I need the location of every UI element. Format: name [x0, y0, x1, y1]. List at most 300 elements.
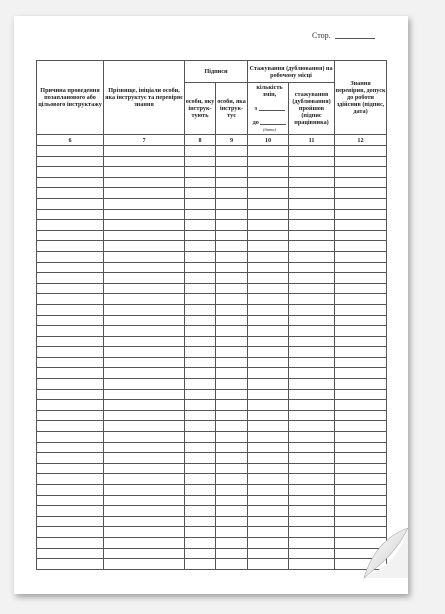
table-cell[interactable]: [104, 251, 185, 262]
table-cell[interactable]: [185, 220, 216, 231]
table-cell[interactable]: [216, 463, 248, 474]
table-cell[interactable]: [216, 315, 248, 326]
table-cell[interactable]: [335, 410, 387, 421]
table-cell[interactable]: [289, 146, 335, 157]
table-cell[interactable]: [185, 198, 216, 209]
table-cell[interactable]: [185, 516, 216, 527]
table-cell[interactable]: [248, 389, 289, 400]
table-cell[interactable]: [37, 495, 104, 506]
table-cell[interactable]: [289, 347, 335, 358]
table-cell[interactable]: [185, 527, 216, 538]
table-cell[interactable]: [37, 336, 104, 347]
table-cell[interactable]: [248, 188, 289, 199]
table-cell[interactable]: [289, 410, 335, 421]
table-cell[interactable]: [104, 294, 185, 305]
table-cell[interactable]: [185, 442, 216, 453]
table-cell[interactable]: [104, 347, 185, 358]
table-cell[interactable]: [216, 453, 248, 464]
table-cell[interactable]: [289, 156, 335, 167]
table-cell[interactable]: [216, 347, 248, 358]
table-cell[interactable]: [37, 294, 104, 305]
table-cell[interactable]: [104, 474, 185, 485]
table-cell[interactable]: [185, 421, 216, 432]
table-cell[interactable]: [216, 294, 248, 305]
table-cell[interactable]: [289, 421, 335, 432]
table-cell[interactable]: [335, 209, 387, 220]
table-cell[interactable]: [37, 220, 104, 231]
table-cell[interactable]: [185, 506, 216, 517]
table-cell[interactable]: [216, 410, 248, 421]
table-cell[interactable]: [216, 527, 248, 538]
table-cell[interactable]: [335, 474, 387, 485]
table-cell[interactable]: [335, 251, 387, 262]
table-cell[interactable]: [289, 495, 335, 506]
table-cell[interactable]: [185, 548, 216, 559]
table-cell[interactable]: [37, 283, 104, 294]
table-cell[interactable]: [335, 347, 387, 358]
table-cell[interactable]: [216, 230, 248, 241]
table-cell[interactable]: [248, 304, 289, 315]
table-cell[interactable]: [37, 326, 104, 337]
table-cell[interactable]: [248, 198, 289, 209]
table-cell[interactable]: [37, 506, 104, 517]
table-cell[interactable]: [289, 527, 335, 538]
table-cell[interactable]: [335, 315, 387, 326]
table-cell[interactable]: [335, 146, 387, 157]
table-cell[interactable]: [248, 442, 289, 453]
table-cell[interactable]: [216, 495, 248, 506]
table-cell[interactable]: [216, 559, 248, 570]
header-instructor-signature: особи, яка інструк-тує: [216, 83, 248, 135]
table-cell[interactable]: [185, 400, 216, 411]
table-cell[interactable]: [335, 506, 387, 517]
table-cell[interactable]: [104, 453, 185, 464]
table-cell[interactable]: [335, 241, 387, 252]
column-number: 12: [335, 135, 387, 146]
table-cell[interactable]: [185, 347, 216, 358]
table-cell[interactable]: [37, 347, 104, 358]
table-cell[interactable]: [289, 400, 335, 411]
table-cell[interactable]: [248, 273, 289, 284]
table-cell[interactable]: [335, 220, 387, 231]
table-cell[interactable]: [335, 432, 387, 443]
table-cell[interactable]: [104, 336, 185, 347]
table-cell[interactable]: [185, 230, 216, 241]
table-cell[interactable]: [248, 537, 289, 548]
table-cell[interactable]: [104, 548, 185, 559]
table-cell[interactable]: [185, 453, 216, 464]
table-cell[interactable]: [335, 357, 387, 368]
table-cell[interactable]: [185, 336, 216, 347]
table-cell[interactable]: [248, 527, 289, 538]
table-cell[interactable]: [248, 315, 289, 326]
table-cell[interactable]: [335, 177, 387, 188]
table-cell[interactable]: [104, 315, 185, 326]
table-cell[interactable]: [216, 188, 248, 199]
table-cell[interactable]: [37, 146, 104, 157]
table-cell[interactable]: [216, 156, 248, 167]
table-cell[interactable]: [335, 485, 387, 496]
shift-to-blank: [260, 124, 286, 125]
table-cell[interactable]: [248, 559, 289, 570]
table-cell[interactable]: [289, 442, 335, 453]
table-cell[interactable]: [37, 548, 104, 559]
table-cell[interactable]: [216, 537, 248, 548]
table-cell[interactable]: [185, 251, 216, 262]
table-cell[interactable]: [104, 506, 185, 517]
table-cell[interactable]: [335, 379, 387, 390]
table-cell[interactable]: [289, 368, 335, 379]
table-cell[interactable]: [248, 220, 289, 231]
table-cell[interactable]: [104, 516, 185, 527]
table-row: [37, 357, 387, 368]
table-cell[interactable]: [185, 146, 216, 157]
table-cell[interactable]: [335, 304, 387, 315]
table-cell[interactable]: [289, 251, 335, 262]
table-cell[interactable]: [104, 463, 185, 474]
table-cell[interactable]: [216, 209, 248, 220]
table-cell[interactable]: [104, 230, 185, 241]
table-cell[interactable]: [216, 516, 248, 527]
table-cell[interactable]: [37, 188, 104, 199]
table-cell[interactable]: [216, 379, 248, 390]
table-cell[interactable]: [248, 495, 289, 506]
table-cell[interactable]: [335, 463, 387, 474]
table-cell[interactable]: [335, 421, 387, 432]
table-cell[interactable]: [185, 188, 216, 199]
table-row: [37, 177, 387, 188]
table-cell[interactable]: [185, 537, 216, 548]
table-cell[interactable]: [289, 167, 335, 178]
table-cell[interactable]: [248, 474, 289, 485]
table-cell[interactable]: [216, 548, 248, 559]
table-cell[interactable]: [335, 273, 387, 284]
table-cell[interactable]: [335, 198, 387, 209]
table-cell[interactable]: [104, 357, 185, 368]
table-cell[interactable]: [185, 357, 216, 368]
table-row: [37, 463, 387, 474]
table-cell[interactable]: [104, 326, 185, 337]
table-cell[interactable]: [185, 262, 216, 273]
table-cell[interactable]: [185, 389, 216, 400]
table-cell[interactable]: [216, 283, 248, 294]
table-cell[interactable]: [185, 559, 216, 570]
table-cell[interactable]: [37, 273, 104, 284]
table-cell[interactable]: [185, 485, 216, 496]
table-cell[interactable]: [104, 167, 185, 178]
table-cell[interactable]: [289, 474, 335, 485]
table-cell[interactable]: [37, 485, 104, 496]
table-cell[interactable]: [289, 198, 335, 209]
table-cell[interactable]: [216, 177, 248, 188]
table-cell[interactable]: [248, 516, 289, 527]
table-cell[interactable]: [185, 495, 216, 506]
table-cell[interactable]: [289, 294, 335, 305]
table-cell[interactable]: [104, 262, 185, 273]
table-cell[interactable]: [37, 527, 104, 538]
table-cell[interactable]: [185, 304, 216, 315]
table-cell[interactable]: [37, 357, 104, 368]
table-cell[interactable]: [37, 262, 104, 273]
table-cell[interactable]: [335, 326, 387, 337]
table-cell[interactable]: [289, 432, 335, 443]
table-cell[interactable]: [185, 294, 216, 305]
table-cell[interactable]: [289, 304, 335, 315]
table-cell[interactable]: [248, 432, 289, 443]
table-cell[interactable]: [216, 251, 248, 262]
table-cell[interactable]: [248, 336, 289, 347]
table-cell[interactable]: [289, 273, 335, 284]
table-row: [37, 262, 387, 273]
table-cell[interactable]: [104, 495, 185, 506]
table-cell[interactable]: [37, 559, 104, 570]
table-row: [37, 421, 387, 432]
table-cell[interactable]: [289, 453, 335, 464]
table-cell[interactable]: [248, 485, 289, 496]
table-cell[interactable]: [248, 463, 289, 474]
table-cell[interactable]: [289, 379, 335, 390]
table-cell[interactable]: [104, 527, 185, 538]
table-cell[interactable]: [104, 442, 185, 453]
table-cell[interactable]: [216, 474, 248, 485]
table-cell[interactable]: [248, 209, 289, 220]
table-cell[interactable]: [37, 198, 104, 209]
table-cell[interactable]: [216, 389, 248, 400]
table-cell[interactable]: [289, 336, 335, 347]
table-cell[interactable]: [185, 379, 216, 390]
table-cell[interactable]: [37, 410, 104, 421]
table-cell[interactable]: [185, 156, 216, 167]
table-cell[interactable]: [289, 485, 335, 496]
table-cell[interactable]: [289, 506, 335, 517]
table-cell[interactable]: [216, 485, 248, 496]
table-cell[interactable]: [104, 198, 185, 209]
table-cell[interactable]: [37, 537, 104, 548]
table-cell[interactable]: [289, 262, 335, 273]
table-cell[interactable]: [248, 506, 289, 517]
table-cell[interactable]: [216, 368, 248, 379]
header-instructor: Прізвище, ініціали особи, яка інструктує та перевіряє знання: [104, 61, 185, 135]
table-cell[interactable]: [37, 209, 104, 220]
table-cell[interactable]: [104, 485, 185, 496]
table-cell[interactable]: [248, 146, 289, 157]
table-cell[interactable]: [185, 432, 216, 443]
table-row: [37, 432, 387, 443]
table-cell[interactable]: [104, 273, 185, 284]
table-cell[interactable]: [37, 315, 104, 326]
table-cell[interactable]: [335, 188, 387, 199]
table-cell[interactable]: [289, 188, 335, 199]
table-cell[interactable]: [185, 167, 216, 178]
table-cell[interactable]: [216, 146, 248, 157]
table-cell[interactable]: [37, 432, 104, 443]
table-cell[interactable]: [104, 209, 185, 220]
table-cell[interactable]: [216, 421, 248, 432]
table-cell[interactable]: [335, 368, 387, 379]
table-cell[interactable]: [185, 315, 216, 326]
table-cell[interactable]: [335, 389, 387, 400]
table-cell[interactable]: [37, 442, 104, 453]
table-cell[interactable]: [104, 389, 185, 400]
table-row: [37, 304, 387, 315]
table-cell[interactable]: [289, 283, 335, 294]
table-cell[interactable]: [216, 336, 248, 347]
table-row: [37, 326, 387, 337]
table-cell[interactable]: [104, 559, 185, 570]
table-cell[interactable]: [248, 357, 289, 368]
shift-count-title: кількість змін,: [256, 84, 283, 98]
table-row: [37, 410, 387, 421]
table-cell[interactable]: [248, 156, 289, 167]
table-cell[interactable]: [216, 326, 248, 337]
table-cell[interactable]: [248, 410, 289, 421]
table-cell[interactable]: [289, 177, 335, 188]
table-cell[interactable]: [335, 262, 387, 273]
table-cell[interactable]: [104, 432, 185, 443]
table-cell[interactable]: [289, 537, 335, 548]
table-row: [37, 251, 387, 262]
table-cell[interactable]: [104, 537, 185, 548]
table-cell[interactable]: [289, 220, 335, 231]
table-cell[interactable]: [104, 368, 185, 379]
table-cell[interactable]: [104, 410, 185, 421]
table-cell[interactable]: [185, 177, 216, 188]
column-number: 8: [185, 135, 216, 146]
table-cell[interactable]: [216, 357, 248, 368]
table-row: [37, 336, 387, 347]
table-cell[interactable]: [104, 146, 185, 157]
table-cell[interactable]: [248, 230, 289, 241]
table-cell[interactable]: [248, 167, 289, 178]
table-cell[interactable]: [37, 400, 104, 411]
table-cell[interactable]: [289, 315, 335, 326]
table-cell[interactable]: [104, 188, 185, 199]
table-cell[interactable]: [185, 368, 216, 379]
table-cell[interactable]: [248, 241, 289, 252]
table-cell[interactable]: [185, 326, 216, 337]
table-cell[interactable]: [37, 463, 104, 474]
table-cell[interactable]: [185, 209, 216, 220]
table-cell[interactable]: [37, 230, 104, 241]
header-reason: Причина проведення позапланового або цільового інструктажу: [37, 61, 104, 135]
register-rows: [37, 146, 387, 570]
table-cell[interactable]: [216, 304, 248, 315]
table-cell[interactable]: [185, 273, 216, 284]
table-cell[interactable]: [335, 167, 387, 178]
table-cell[interactable]: [37, 379, 104, 390]
table-cell[interactable]: [216, 432, 248, 443]
table-cell[interactable]: [185, 283, 216, 294]
table-cell[interactable]: [104, 241, 185, 252]
table-cell[interactable]: [185, 410, 216, 421]
table-cell[interactable]: [37, 304, 104, 315]
table-cell[interactable]: [248, 177, 289, 188]
table-cell[interactable]: [335, 453, 387, 464]
shift-from-blank: [259, 110, 285, 111]
table-cell[interactable]: [248, 421, 289, 432]
table-cell[interactable]: [289, 326, 335, 337]
table-cell[interactable]: [248, 326, 289, 337]
table-cell[interactable]: [216, 220, 248, 231]
table-cell[interactable]: [104, 177, 185, 188]
table-cell[interactable]: [289, 463, 335, 474]
table-cell[interactable]: [335, 156, 387, 167]
page-number-field: [312, 31, 375, 40]
table-cell[interactable]: [335, 283, 387, 294]
table-cell[interactable]: [248, 368, 289, 379]
table-cell[interactable]: [37, 516, 104, 527]
table-cell[interactable]: [248, 251, 289, 262]
table-cell[interactable]: [248, 283, 289, 294]
table-cell[interactable]: [248, 453, 289, 464]
table-cell[interactable]: [248, 347, 289, 358]
page-number-blank[interactable]: [335, 38, 375, 39]
table-cell[interactable]: [216, 262, 248, 273]
table-cell[interactable]: [289, 241, 335, 252]
table-cell[interactable]: [335, 294, 387, 305]
table-cell[interactable]: [37, 156, 104, 167]
table-cell[interactable]: [37, 167, 104, 178]
table-row: [37, 389, 387, 400]
table-cell[interactable]: [185, 463, 216, 474]
table-cell[interactable]: [248, 294, 289, 305]
table-cell[interactable]: [289, 230, 335, 241]
table-cell[interactable]: [37, 251, 104, 262]
table-cell[interactable]: [37, 241, 104, 252]
table-cell[interactable]: [289, 548, 335, 559]
table-cell[interactable]: [248, 400, 289, 411]
table-cell[interactable]: [216, 273, 248, 284]
table-cell[interactable]: [104, 156, 185, 167]
table-cell[interactable]: [37, 368, 104, 379]
table-cell[interactable]: [185, 241, 216, 252]
table-cell[interactable]: [104, 283, 185, 294]
table-cell[interactable]: [37, 177, 104, 188]
table-cell[interactable]: [104, 379, 185, 390]
shift-to-label: до: [252, 119, 259, 126]
table-cell[interactable]: [289, 209, 335, 220]
table-row: [37, 453, 387, 464]
table-cell[interactable]: [216, 442, 248, 453]
table-cell[interactable]: [335, 400, 387, 411]
table-cell[interactable]: [335, 495, 387, 506]
table-cell[interactable]: [289, 516, 335, 527]
table-cell[interactable]: [335, 230, 387, 241]
table-cell[interactable]: [248, 379, 289, 390]
table-cell[interactable]: [216, 506, 248, 517]
table-cell[interactable]: [289, 357, 335, 368]
table-cell[interactable]: [335, 336, 387, 347]
table-cell[interactable]: [104, 304, 185, 315]
table-cell[interactable]: [216, 400, 248, 411]
table-cell[interactable]: [248, 262, 289, 273]
table-cell[interactable]: [335, 442, 387, 453]
table-cell[interactable]: [248, 548, 289, 559]
table-cell[interactable]: [37, 453, 104, 464]
table-cell[interactable]: [289, 559, 335, 570]
table-cell[interactable]: [104, 421, 185, 432]
table-cell[interactable]: [185, 474, 216, 485]
table-cell[interactable]: [104, 220, 185, 231]
table-cell[interactable]: [104, 400, 185, 411]
table-cell[interactable]: [37, 474, 104, 485]
table-cell[interactable]: [37, 421, 104, 432]
table-cell[interactable]: [216, 241, 248, 252]
table-cell[interactable]: [216, 167, 248, 178]
table-cell[interactable]: [37, 389, 104, 400]
table-cell[interactable]: [289, 389, 335, 400]
table-cell[interactable]: [216, 198, 248, 209]
